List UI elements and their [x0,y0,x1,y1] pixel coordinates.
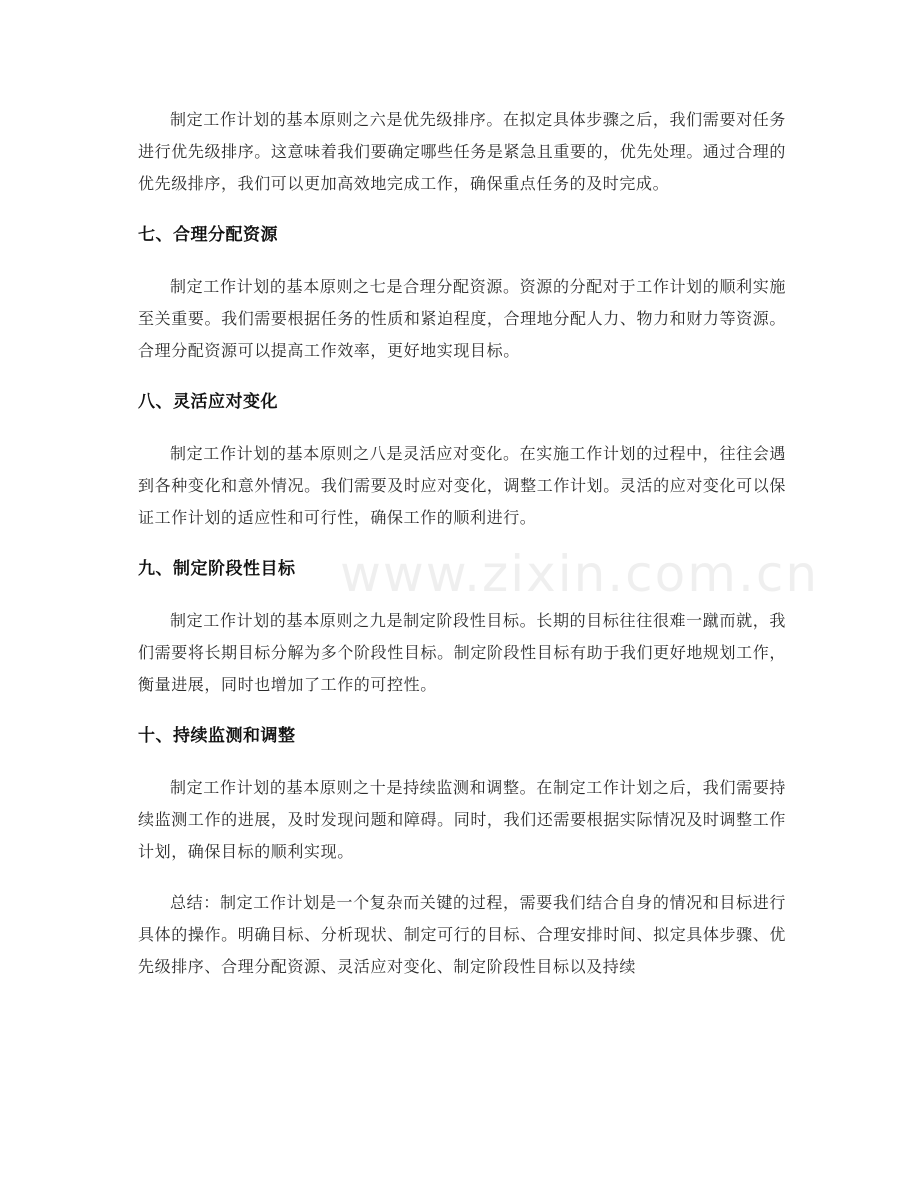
heading-monitor-adjust: 十、持续监测和调整 [138,726,296,746]
heading-adapt-to-change: 八、灵活应对变化 [138,392,278,412]
heading-stage-goals: 九、制定阶段性目标 [138,559,296,579]
document-body [138,104,786,983]
paragraph-stage-goals: 制定工作计划的基本原则之九是制定阶段性目标。长期的目标往往很难一蹴而就，我们需要将长期目标分解为多个阶段性目标。制定阶段性目标有助于我们更好地规划工作，衡量进展，同时也增加了工作的可控性。 [138,611,786,694]
paragraph-allocate-resources: 制定工作计划的基本原则之七是合理分配资源。资源的分配对于工作计划的顺利实施至关重要。我们需要根据任务的性质和紧迫程度，合理地分配人力、物力和财力等资源。合理分配资源可以提高工作效率，更好地实现目标。 [138,277,786,360]
heading-allocate-resources: 七、合理分配资源 [138,225,278,245]
paragraph-monitor-adjust: 制定工作计划的基本原则之十是持续监测和调整。在制定工作计划之后，我们需要持续监测工作的进展，及时发现问题和障碍。同时，我们还需要根据实际情况及时调整工作计划，确保目标的顺利实现。 [138,778,786,861]
watermark: www.zixin.com.cn [340,545,820,603]
paragraph-adapt-to-change: 制定工作计划的基本原则之八是灵活应对变化。在实施工作计划的过程中，往往会遇到各种变化和意外情况。我们需要及时应对变化，调整工作计划。灵活的应对变化可以保证工作计划的适应性和可行性，确保工作的顺利进行。 [138,444,786,527]
paragraph-summary: 总结：制定工作计划是一个复杂而关键的过程，需要我们结合自身的情况和目标进行具体的操作。明确目标、分析现状、制定可行的目标、合理安排时间、拟定具体步骤、优先级排序、合理分配资源、灵活应对变化、制定阶段性目标以及持续 [138,893,786,976]
paragraph-priority: 制定工作计划的基本原则之六是优先级排序。在拟定具体步骤之后，我们需要对任务进行优先级排序。这意味着我们要确定哪些任务是紧急且重要的，优先处理。通过合理的优先级排序，我们可以更加高效地完成工作，确保重点任务的及时完成。 [138,110,786,193]
